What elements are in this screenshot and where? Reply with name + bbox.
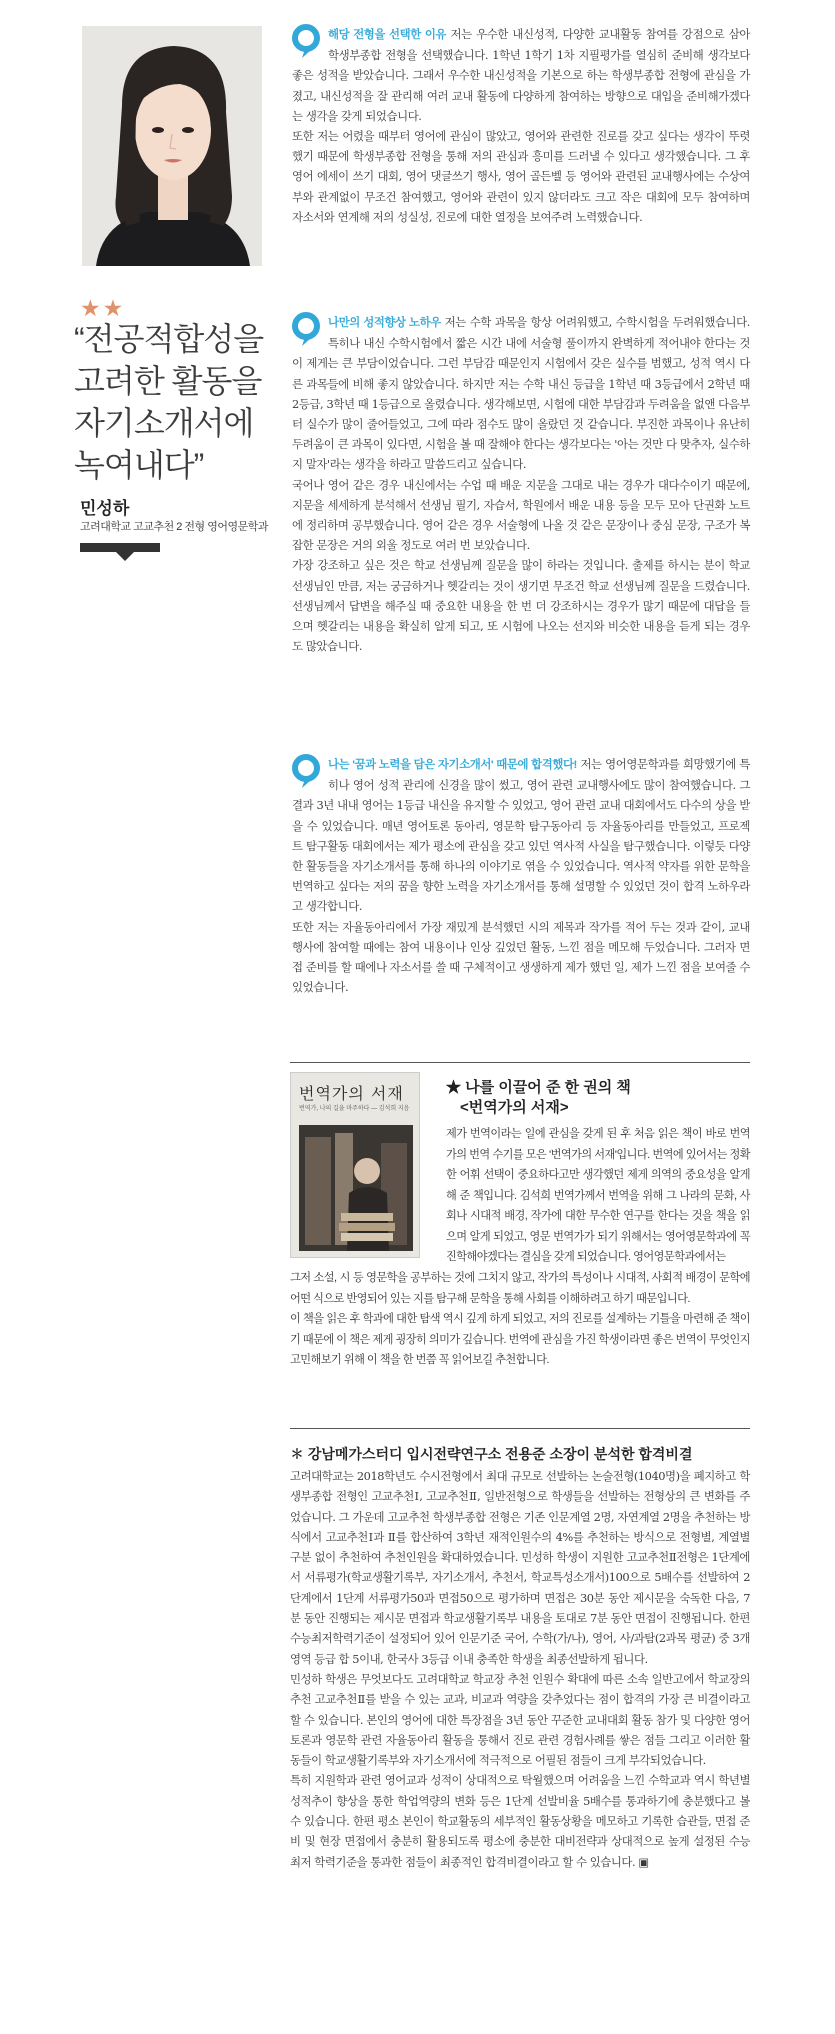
book-cover: [290, 1072, 420, 1258]
analysis-paragraph-2: 민성하 학생은 무엇보다도 고려대학교 학교장 추천 인원수 확대에 따른 소속 일반고에서 학교장의 추천 고교추천Ⅱ를 받을 수 있는 교과, 비교과 역량을 갖추었다는 점이 합격의 가장 큰 비결이라고 할 수 있습니다. 본인의 영어에 대한 특장점을 3년 동안 꾸준한 교내대회 활동 참가 및 다양한 영어토론과 영문학 관련 자율동아리 활동을 통해서 진로 관련 경험사례를 쌓은 점들 그리고 이러한 활동들이 학교생활기록부와 자기소개서에 적극적으로 어필된 점들이 크게 부각되었습니다.: [290, 1671, 750, 1768]
qa-section-3: [292, 754, 750, 997]
qa-1-heading: 해당 전형을 선택한 이유: [328, 29, 447, 41]
analysis-body: [290, 1466, 750, 1872]
q-badge-icon: [292, 24, 320, 60]
qa-2-heading: 나만의 성적향상 노하우: [328, 317, 441, 329]
qa-3-body-2: 또한 저는 자율동아리에서 가장 재밌게 분석했던 시의 제목과 작가를 적어 두는 것과 같이, 교내 행사에 참여할 때에는 참여 내용이나 인상 깊었던 활동, 느낀 점을 메모해 두었습니다. 그러자 면접 준비를 할 때에나 자소서를 쓸 때 구체적이고 생생하게 제가 했던 일, 제가 느낀 점을 보여줄 수 있었습니다.: [292, 919, 750, 995]
rating-stars: ★★: [80, 296, 126, 322]
qa-section-2: [292, 312, 750, 656]
qa-1-body: 저는 우수한 내신성적, 다양한 교내활동 참여를 강점으로 삼아 학생부종합 전형을 선택했습니다. 1학년 1학기 1차 지필평가를 열심히 준비해 생각보다 좋은 성적을 받았습니다. 그래서 우수한 내신성적을 기본으로 하는 학생부종합 전형에 관심을 가졌고, 내신성적을 잘 관리해 여러 교내 활동에 다양하게 참여하는 방향으로 대입을 준비해가겠다는 생각을 갖게 되었습니다.: [292, 27, 750, 123]
qa-3-heading: 나는 '꿈과 노력을 담은 자기소개서' 때문에 합격했다!: [328, 759, 577, 771]
author-name: 민성하: [80, 499, 130, 518]
qa-2-body-3: 가장 강조하고 싶은 것은 학교 선생님께 질문을 많이 하라는 것입니다. 출제를 하시는 분이 학교 선생님인 만큼, 저는 궁금하거나 헷갈리는 것이 생기면 무조건 학교 선생님께 질문을 드렸습니다. 선생님께서 답변을 해주실 때 중요한 내용을 한 번 더 강조하시는 경우가 많기 때문에 대답을 들으며 헷갈리는 내용을 확실히 알게 되고, 또 시험에 나오는 선지와 비슷한 내용을 듣게 되는 경우도 많았습니다.: [292, 558, 750, 654]
qa-2-body-2: 국어나 영어 같은 경우 내신에서는 수업 때 배운 지문을 그대로 내는 경우가 대다수이기 때문에, 지문을 세세하게 분석해서 선생님 필기, 자습서, 학원에서 배운 내용 등을 모두 모아 단권화 노트에 정리하며 공부했습니다. 영어 같은 경우 서술형에 나올 것 같은 문장이나 중심 문장, 구조가 복잡한 문장은 거의 외울 정도로 여러 번 보았습니다.: [292, 477, 750, 553]
book-bottom-rule: [290, 1428, 750, 1429]
qa-section-1: [292, 24, 750, 227]
book-heading: ★ 나를 이끌어 준 한 권의 책: [446, 1079, 631, 1096]
book-body-short: 제가 번역이라는 일에 관심을 갖게 된 후 처음 읽은 책이 바로 번역가의 번역 수기를 모은 '번역가의 서재'입니다. 번역에 있어서는 정확한 어휘 선택이 중요하다고만 생각했던 제게 의역의 중요성을 알게 해 준 책입니다. 김석희 번역가께서 번역을 위해 그 나라의 문화, 사회나 시대적 배경, 작가에 대한 무수한 연구를 한다는 것을 책을 읽으며 알게 되었고, 영문 번역가가 되기 위해서는 영어영문학과에 꼭 진학해야겠다는 결심을 갖게 되었습니다. 영어영문학과에서는: [446, 1128, 750, 1263]
student-portrait: [82, 26, 262, 266]
qa-1-body-2: 또한 저는 어렸을 때부터 영어에 관심이 많았고, 영어와 관련한 진로를 갖고 싶다는 생각이 뚜렷했기 때문에 학생부종합 전형을 통해 저의 관심과 흥미를 드러낼 수 있다고 생각했습니다. 그 후 영어 에세이 쓰기 대회, 영어 댓글쓰기 행사, 영어 골든벨 등 영어와 관련된 교내행사에는 수상여부와 관계없이 무조건 참여했고, 영어와 관련이 있지 않더라도 크고 작은 대회에 모두 참여하며 자소서와 연계해 저의 성실성, 진로에 대한 열정을 보여주려 노력했습니다.: [292, 129, 750, 224]
qa-2-body: 저는 수학 과목을 항상 어려워했고, 수학시험을 두려워했습니다. 특히나 내신 수학시험에서 짧은 시간 내에 서술형 풀이까지 완벽하게 적어내야 한다는 것이 제게는 큰 부담이었습니다. 그런 부담감 때문인지 시험에서 갖은 실수를 범했고, 성적 역시 다른 과목들에 비해 좋지 않았습니다. 하지만 저는 수학 내신 등급을 1학년 때 3등급에서 2학년 때 2등급, 3학년 때 1등급으로 올렸습니다. 생각해보면, 시험에 대한 부담감과 두려움을 없앤 다음부터 실수가 많이 줄어들었고, 그에 따라 점수도 많이 올랐던 것 같습니다. 부진한 과목이나 유난히 두려움이 큰 과목이 있다면, 시험을 볼 때 잘해야 한다는 생각보다는 '아는 것만 다 맞추자, 실수하지 말자'라는 생각을 하라고 말씀드리고 싶습니다.: [292, 315, 750, 472]
book-body-wide: 그저 소설, 시 등 영문학을 공부하는 것에 그치지 않고, 작가의 특성이나 시대적, 사회적 배경이 문학에 어떤 식으로 반영되어 있는 지를 탐구해 문학을 통해 사회를 이해하려고 하기 때문입니다.: [290, 1272, 750, 1305]
book-cover-subtitle: 번역가, 나의 길을 마주하다 — 김석희 지음: [299, 1106, 410, 1112]
q-badge-icon: [292, 754, 320, 790]
book-subtitle: <번역가의 서재>: [460, 1099, 569, 1116]
book-section-title: [446, 1078, 631, 1118]
headline-quote: “전공적합성을 고려한 활동을 자기소개서에 녹여내다”: [74, 321, 264, 483]
q-badge-icon: [292, 312, 320, 348]
end-mark-icon: ▣: [638, 1854, 649, 1869]
book-top-rule: [290, 1062, 750, 1063]
analysis-paragraph-3: 특히 지원학과 관련 영어교과 성적이 상대적으로 탁월했으며 어려움을 느낀 수학교과 역시 학년별 성적추이 향상을 통한 학업역량의 변화 등은 1단계 선발비율 5배수를 통과하기에 충분했다고 볼 수 있습니다. 한편 평소 본인이 학교활동의 세부적인 활동상황을 메모하고 기록한 습관들, 면접 준비 및 현장 면접에서 충분히 활용되도록 평소에 충분한 대비전략과 상대적으로 높게 설정된 수능최저 학력기준을 통과한 점들이 최종적인 합격비결이라고 할 수 있습니다.: [290, 1773, 750, 1869]
speech-pointer-bar: [80, 543, 160, 552]
analysis-paragraph-1: 고려대학교는 2018학년도 수시전형에서 최대 규모로 선발하는 논술전형(1040명)을 폐지하고 학생부종합 전형인 고교추천Ⅰ, 고교추천Ⅱ, 일반전형으로 학생들을 선발하는 전형상의 큰 변화를 주었습니다. 그 가운데 고교추천 학생부종합 전형은 기존 인문계열 2명, 자연계열 2명을 추천하는 방식에서 고교추천Ⅰ과 Ⅱ를 합산하여 3학년 재적인원수의 4%를 추천하는 방식으로 전형별, 계열별 구분 없이 추천하여 추천인원을 확대하였습니다. 민성하 학생이 지원한 고교추천Ⅱ전형은 1단계에서 서류평가(학교생활기록부, 자기소개서, 추천서, 학교특성소개서)100으로 5배수를 선발하여 2단계에서 1단계 서류평가50과 면접50으로 평가하며 면접은 30분 동안 제시문을 숙독한 다음, 7분 동안 진행되는 제시문 면접과 학교생활기록부 내용을 토대로 7분 동안 면접이 진행됩니다. 한편 수능최저학력기준이 설정되어 있어 인문기준 국어, 수학(가/나), 영어, 사/과탐(2과목 평균) 중 3개영역 등급 합 5이내, 한국사 3등급 이내 충족한 학생을 최종선발하게 됩니다.: [290, 1469, 750, 1666]
author-description: 고려대학교 고교추천 2 전형 영어영문학과: [80, 521, 268, 533]
qa-3-body: 저는 영어영문학과를 희망했기에 특히나 영어 성적 관리에 신경을 많이 썼고, 영어 관련 교내행사에도 많이 참여했습니다. 그 결과 3년 내내 영어는 1등급 내신을 유지할 수 있었고, 영어 관련 교내 대회에서도 다수의 상을 받을 수 있었습니다. 매년 영어토론 동아리, 영문학 탐구동아리 등 자율동아리를 만들었고, 프로젝트 탐구활동 대회에서는 제가 평소에 관심을 갖고 있던 역사적 사실을 탐구했습니다. 이렇듯 다양한 활동들을 자기소개서를 통해 하나의 이야기로 엮을 수 있었습니다. 역사적 약자를 위한 문학을 번역하고 싶다는 저의 꿈을 향한 노력을 자기소개서를 통해 설명할 수 있었던 것이 합격 노하우라고 생각합니다.: [292, 757, 750, 914]
analysis-title: ✽ 강남메가스터디 입시전략연구소 전용준 소장이 분석한 합격비결: [290, 1446, 693, 1462]
book-body-wide-2: 이 책을 읽은 후 학과에 대한 탐색 역시 깊게 하게 되었고, 저의 진로를 설계하는 기틀을 마련해 준 책이기 때문에 이 책은 제게 굉장히 의미가 깊습니다. 번역에 관심을 가진 학생이라면 좋은 번역이 무엇인지 고민해보기 위해 이 책을 한 번쯤 꼭 읽어보길 추천합니다.: [290, 1313, 750, 1366]
book-cover-title: 번역가의 서재: [299, 1084, 404, 1103]
